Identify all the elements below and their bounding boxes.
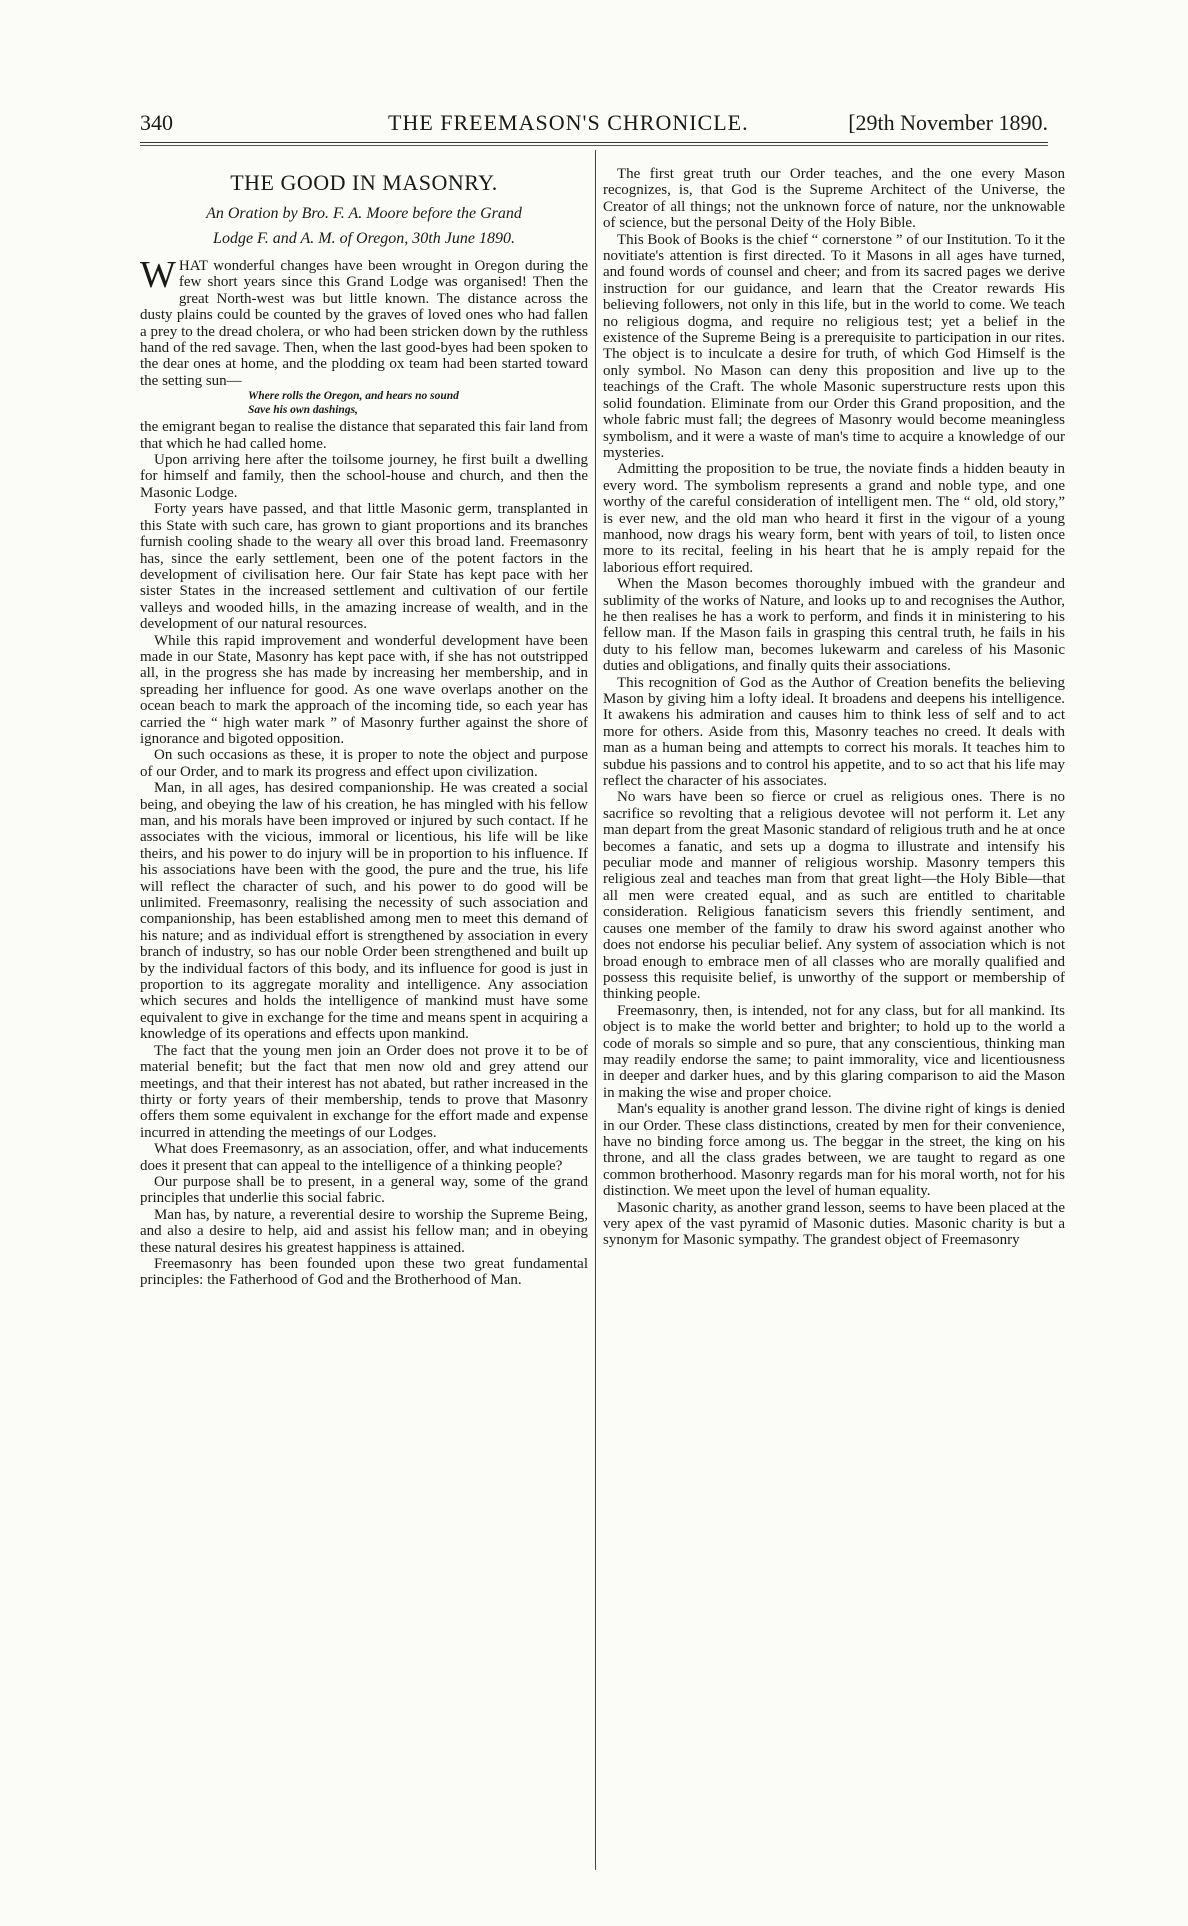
paragraph: Admitting the proposition to be true, the noviate finds a hidden beauty in every word. The symbolism represents a grand and noble type, and one worthy of the careful consideration of intelligent men. The “ old, old story,” is ever new, and the old man who heard it first in the vigour of a young manhood, now drags his weary form, bent with years of toil, to listen once more to its recital, feeling in his heart that he is amply repaid for the laborious effort required. <box>603 461 1065 576</box>
paragraph: Man has, by nature, a reverential desire to worship the Supreme Being, and also a desire to help, aid and assist his fellow man; and in obeying these natural desires his greatest happiness is attained. <box>140 1206 588 1256</box>
paragraph: Man, in all ages, has desired companionship. He was created a social being, and obeying the law of his creation, he has mingled with his fellow man, and his morals have been improved or injured by such contact. If he associates with the vicious, immoral or licentious, his life will be like theirs, and his power to do injury will be in proportion to his influence. If his associations have been with the good, the pure and the true, his life will reflect the character of such, and his power to do good will be unlimited. Freemasonry, realising the necessity of such association and companionship, has been established among men to meet this demand of his nature; and as individual effort is strengthened by association in every branch of industry, so has our noble Order been strengthened and built up by the individual factors of this body, and its influence for good is just in proportion to its aggregate morality and intelligence. Any association which secures and holds the intelligence of mankind must have some equivalent to give in exchange for the time and means spent in acquiring a knowledge of its operations and effects upon mankind. <box>140 780 588 1043</box>
issue-date: [29th November 1890. <box>848 110 1048 135</box>
article-title: THE GOOD IN MASONRY. <box>230 170 498 195</box>
paragraph: On such occasions as these, it is proper to note the object and purpose of our Order, and to mark its progress and effect upon civilization. <box>140 747 588 780</box>
paragraph: Upon arriving here after the toilsome journey, he first built a dwelling for himself and family, then the school-house and church, and then the Masonic Lodge. <box>140 452 588 501</box>
paragraph: Forty years have passed, and that little Masonic germ, transplanted in this State with such care, has grown to giant proportions and its branches furnish cooling shade to the weary all over this broad land. Freemasonry has, since the early settlement, been one of the potent factors in the development of civilisation here. Our fair State has kept pace with her sister States in the increased settlement and cultivation of our fertile valleys and wooded hills, in the amazing increase of wealth, and in the development of our natural resources. <box>140 501 588 633</box>
paragraph: This Book of Books is the chief “ cornerstone ” of our Institution. To it the novitiate's attention is first directed. To it Masons in all ages have turned, and found words of counsel and cheer; and from its sacred pages we derive instruction for our guidance, and learn that the Creator rewards His believing followers, not only in this life, but in the world to come. We teach no religious dogma, and require no religious test; yet a belief in the existence of the Supreme Being is a prerequisite to participation in our rites. The object is to inculcate a desire for truth, of which God Himself is the only symbol. No Mason can deny this proposition and live up to the teachings of the Craft. The whole Masonic superstructure rests upon this solid foundation. Eliminate from our Order this Grand proposition, and the whole fabric must fall; the degrees of Masonry would become meaningless symbolism, and it were a waste of man's time to acquire a knowledge of our mysteries. <box>603 231 1065 461</box>
header-rule <box>140 142 1048 143</box>
paragraph: Freemasonry, then, is intended, not for any class, but for all mankind. Its object is to make the world better and brighter; to hold up to the world a code of morals so simple and so pure, that any conscientious, thinking man may readily endorse the same; to paint immorality, vice and licentiousness in deeper and darker hues, and by this glaring comparison to aid the Mason in making the wise and proper choice. <box>603 1002 1065 1101</box>
page-header <box>140 110 1048 136</box>
article-byline-line-2: Lodge F. and A. M. of Oregon, 30th June 1890. <box>213 230 515 247</box>
paragraph <box>140 254 588 389</box>
paragraph-text: HAT wonderful changes have been wrought in Oregon during the few short years since this Grand Lodge was organised! Then the great North-west was but little known. The distance across the dusty plains could be counted by the graves of loved ones who had fallen a prey to the dread cholera, or who had been stricken down by the ruthless hand of the red savage. Then, when the last good-byes had been spoken to the dear ones at home, and the plodding ox team had been started toward the setting sun— <box>140 258 588 389</box>
paragraph: Man's equality is another grand lesson. The divine right of kings is denied in our Order. These class distinctions, created by men for their convenience, have no binding force among us. The beggar in the street, the king on his throne, and all the class grades between, we are taught to regard as one common brotherhood. Masonry regards man for his moral worth, not for his distinction. We meet upon the level of human equality. <box>603 1101 1065 1200</box>
column-divider <box>595 150 596 1870</box>
verse-line: Save his own dashings, <box>248 404 358 417</box>
right-column <box>603 166 1065 1872</box>
left-column <box>140 170 588 1870</box>
paragraph: No wars have been so fierce or cruel as religious ones. There is no sacrifice so revolting that a religious devotee will not perform it. Let any man depart from the great Masonic standard of religious truth and he at once becomes a fanatic, and sets up a dogma to illustrate and intensify his peculiar mode and manner of religious worship. Masonry tempers this religious zeal and teaches man from that great light—the Holy Bible—that all men were created equal, and as such are entitled to charitable consideration. Religious fanaticism severs this friendly sentiment, and causes one member of the family to draw his sword against another who does not endorse his peculiar belief. Any system of association which is not broad enough to embrace men of all classes who are morally qualified and possess this requisite belief, is unworthy of the support or membership of thinking people. <box>603 789 1065 1003</box>
publication-title: THE FREEMASON'S CHRONICLE. <box>388 110 749 135</box>
header-rule-lower <box>140 145 1048 146</box>
paragraph: Freemasonry has been founded upon these two great fundamental principles: the Fatherhood of God and the Brotherhood of Man. <box>140 1255 588 1289</box>
paragraph: Our purpose shall be to present, in a general way, some of the grand principles that underlie this social fabric. <box>140 1173 588 1207</box>
paragraph: While this rapid improvement and wonderful development have been made in our State, Masonry has kept pace with, if she has not outstripped all, in the progress she has made by increasing her membership, and in spreading her influence for good. As one wave overlaps another on the ocean beach to mark the approach of the incoming tide, so each year has carried the “ high water mark ” of Masonry further against the shore of ignorance and bigoted opposition. <box>140 632 588 747</box>
verse-quote <box>248 389 588 417</box>
paragraph: Masonic charity, as another grand lesson, seems to have been placed at the very apex of the vast pyramid of Masonic duties. Masonic charity is but a synonym for Masonic sympathy. The grandest object of Freemasonry <box>603 1199 1065 1249</box>
paragraph: The fact that the young men join an Order does not prove it to be of material benefit; but the fact that men now old and grey attend our meetings, and that their interest has not abated, but rather increased in the thirty or forty years of their membership, tends to prove that Masonry offers them some equivalent in exchange for the effort made and expense incurred in attending the meetings of our Lodges. <box>140 1042 588 1141</box>
verse-line: Where rolls the Oregon, and hears no sound <box>248 390 459 403</box>
page-number: 340 <box>140 110 173 135</box>
paragraph: What does Freemasonry, as an association, offer, and what inducements does it present that can appeal to the intelligence of a thinking people? <box>140 1141 588 1174</box>
article-byline-line-1: An Oration by Bro. F. A. Moore before the Grand <box>206 205 522 222</box>
drop-cap: W <box>140 254 176 296</box>
paragraph: the emigrant began to realise the distance that separated this fair land from that which he had called home. <box>140 419 588 452</box>
paragraph: The first great truth our Order teaches, and the one every Mason recognizes, is, that God is the Supreme Architect of the Universe, the Creator of all things; not the unknown force of nature, nor the unknowable of science, but the personal Deity of the Holy Bible. <box>603 166 1065 232</box>
paragraph: This recognition of God as the Author of Creation benefits the believing Mason by giving him a lofty ideal. It broadens and deepens his intelligence. It awakens his admiration and causes him to think less of self and to act more for others. Aside from this, Masonry teaches no creed. It deals with man as a human being and attempts to correct his morals. It teaches him to subdue his passions and to control his appetite, and to so act that his life may reflect the character of his associates. <box>603 674 1065 790</box>
paragraph: When the Mason becomes thoroughly imbued with the grandeur and sublimity of the works of Nature, and looks up to and recognises the Author, he then realises he has a work to perform, and finds it in ministering to his fellow man. If the Mason fails in grasping this central truth, he fails in his duty to his fellow man, becomes lukewarm and careless of his Masonic duties and obligations, and finally quits their associations. <box>603 576 1065 675</box>
